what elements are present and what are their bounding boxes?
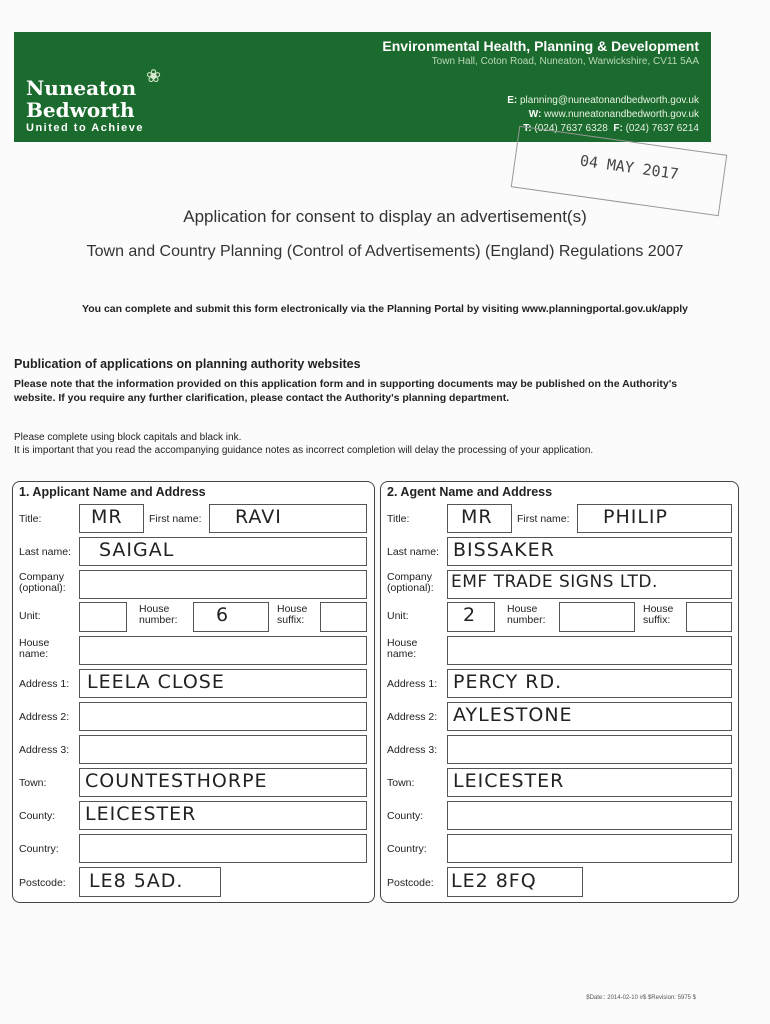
logo-line-1: Nuneaton bbox=[26, 76, 137, 100]
logo-tagline: United to Achieve bbox=[26, 122, 144, 134]
leaf-logo-icon: ❀ bbox=[146, 66, 162, 86]
agent-house-suffix-field[interactable] bbox=[686, 602, 732, 632]
title-label: Title: bbox=[19, 513, 42, 525]
publication-heading: Publication of applications on planning authority websites bbox=[14, 357, 361, 371]
agent-title-value: MR bbox=[461, 506, 493, 528]
applicant-town-value: COUNTESTHORPE bbox=[85, 770, 268, 792]
unit-label: Unit: bbox=[387, 610, 409, 622]
agent-heading: 2. Agent Name and Address bbox=[387, 485, 553, 499]
agent-section bbox=[380, 481, 739, 903]
applicant-county-value: LEICESTER bbox=[85, 803, 197, 825]
phone-line: T: (024) 7637 6328 F: (024) 7637 6214 bbox=[523, 123, 699, 134]
agent-address3-field[interactable] bbox=[447, 735, 732, 764]
address2-label: Address 2: bbox=[19, 711, 70, 723]
agent-first-name-value: PHILIP bbox=[603, 506, 668, 528]
applicant-house-name-field[interactable] bbox=[79, 636, 367, 665]
agent-town-value: LEICESTER bbox=[453, 770, 565, 792]
agent-company-value: EMF TRADE SIGNS LTD. bbox=[451, 572, 658, 592]
country-label: Country: bbox=[19, 843, 59, 855]
last-name-label: Last name: bbox=[387, 546, 439, 558]
applicant-section bbox=[12, 481, 375, 903]
fax-text: (024) 7637 6214 bbox=[625, 123, 699, 134]
web-text: www.nuneatonandbedworth.gov.uk bbox=[544, 109, 699, 120]
house-name-label: House name: bbox=[387, 637, 418, 660]
email-line: E: planning@nuneatonandbedworth.gov.uk bbox=[507, 95, 699, 106]
agent-house-number-field[interactable] bbox=[559, 602, 635, 632]
publication-note: Please note that the information provided on this application form and in supporting documents may be published on the Authority's website. If you require any further clarification, please contact the Authority's planning department. bbox=[14, 378, 678, 404]
address1-label: Address 1: bbox=[387, 678, 438, 690]
agent-country-field[interactable] bbox=[447, 834, 732, 863]
address1-label: Address 1: bbox=[19, 678, 70, 690]
form-subtitle: Town and Country Planning (Control of Advertisements) (England) Regulations 2007 bbox=[86, 243, 684, 260]
applicant-postcode-value: LE8 5AD. bbox=[89, 870, 184, 892]
council-header-banner bbox=[14, 32, 711, 142]
agent-address2-value: AYLESTONE bbox=[453, 704, 573, 726]
instruction-line-2: It is important that you read the accompanying guidance notes as incorrect completion will delay the processing of your application. bbox=[14, 445, 594, 456]
agent-county-field[interactable] bbox=[447, 801, 732, 830]
address2-label: Address 2: bbox=[387, 711, 438, 723]
agent-unit-value: 2 bbox=[463, 604, 477, 626]
town-label: Town: bbox=[387, 777, 415, 789]
agent-postcode-value: LE2 8FQ bbox=[451, 870, 537, 892]
house-suffix-label: House suffix: bbox=[643, 603, 674, 626]
logo-line-2: Bedworth bbox=[26, 98, 135, 122]
instructions bbox=[14, 431, 593, 457]
agent-address1-value: PERCY RD. bbox=[453, 671, 563, 693]
applicant-last-name-value: SAIGAL bbox=[99, 539, 175, 561]
instruction-line-1: Please complete using block capitals and black ink. bbox=[14, 432, 242, 443]
form-title: Application for consent to display an advertisement(s) bbox=[183, 207, 587, 226]
applicant-address3-field[interactable] bbox=[79, 735, 367, 764]
county-label: County: bbox=[19, 810, 56, 822]
applicant-first-name-field[interactable] bbox=[209, 504, 367, 533]
company-label: Company (optional): bbox=[19, 571, 66, 594]
first-name-label: First name: bbox=[517, 513, 570, 525]
agent-last-name-value: BISSAKER bbox=[453, 539, 555, 561]
applicant-address1-value: LEELA CLOSE bbox=[87, 671, 225, 693]
revision-footer: $Date:: 2014-02-10 #$ $Revision: 5975 $ bbox=[586, 995, 696, 1001]
house-name-label: House name: bbox=[19, 637, 50, 660]
email-text: planning@nuneatonandbedworth.gov.uk bbox=[520, 95, 699, 106]
address3-label: Address 3: bbox=[387, 744, 438, 756]
applicant-house-number-value: 6 bbox=[216, 604, 230, 626]
web-line: W: www.nuneatonandbedworth.gov.uk bbox=[528, 109, 699, 120]
house-suffix-label: House suffix: bbox=[277, 603, 308, 626]
postcode-label: Postcode: bbox=[19, 877, 66, 889]
address3-label: Address 3: bbox=[19, 744, 70, 756]
applicant-first-name-value: RAVI bbox=[235, 506, 282, 528]
applicant-title-value: MR bbox=[91, 506, 123, 528]
agent-house-name-field[interactable] bbox=[447, 636, 732, 665]
applicant-country-field[interactable] bbox=[79, 834, 367, 863]
postcode-label: Postcode: bbox=[387, 877, 434, 889]
unit-label: Unit: bbox=[19, 610, 41, 622]
applicant-address2-field[interactable] bbox=[79, 702, 367, 731]
last-name-label: Last name: bbox=[19, 546, 71, 558]
applicant-house-suffix-field[interactable] bbox=[320, 602, 367, 632]
applicant-unit-field[interactable] bbox=[79, 602, 127, 632]
country-label: Country: bbox=[387, 843, 427, 855]
stamp-date: 04 MAY 2017 bbox=[578, 151, 680, 184]
company-label: Company (optional): bbox=[387, 571, 434, 594]
house-number-label: House number: bbox=[507, 603, 546, 626]
applicant-heading: 1. Applicant Name and Address bbox=[19, 485, 206, 499]
tel-text: (024) 7637 6328 bbox=[534, 123, 608, 134]
department-address: Town Hall, Coton Road, Nuneaton, Warwickshire, CV11 5AA bbox=[431, 56, 699, 67]
department-name: Environmental Health, Planning & Development bbox=[382, 38, 699, 54]
county-label: County: bbox=[387, 810, 424, 822]
house-number-label: House number: bbox=[139, 603, 178, 626]
title-label: Title: bbox=[387, 513, 410, 525]
first-name-label: First name: bbox=[149, 513, 202, 525]
town-label: Town: bbox=[19, 777, 47, 789]
applicant-company-field[interactable] bbox=[79, 570, 367, 599]
planning-portal-note: You can complete and submit this form electronically via the Planning Portal by visiting www.planningportal.gov.uk/apply bbox=[82, 303, 688, 315]
applicant-house-number-field[interactable] bbox=[193, 602, 269, 632]
